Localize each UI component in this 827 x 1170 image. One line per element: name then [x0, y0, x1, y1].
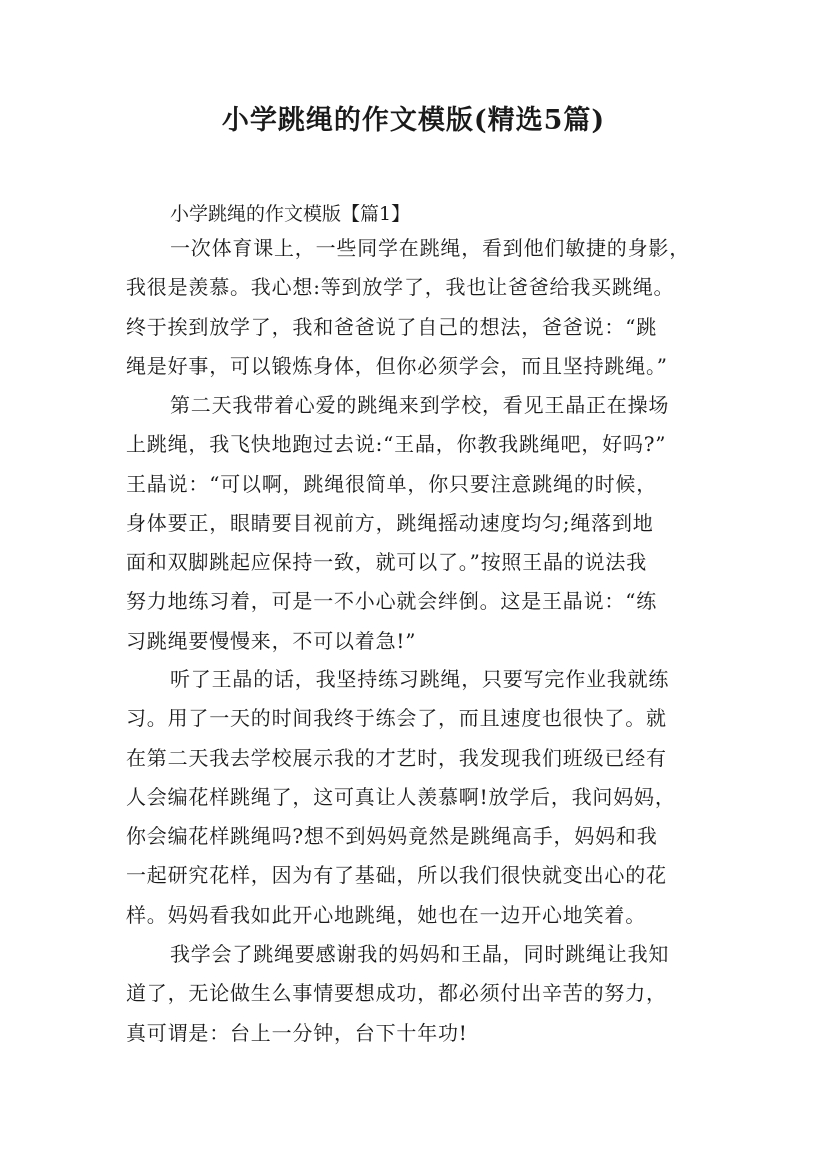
paragraph-line: 你会编花样跳绳吗?想不到妈妈竟然是跳绳高手，妈妈和我 [126, 824, 658, 849]
paragraph-line: 我很是羡慕。我心想:等到放学了，我也让爸爸给我买跳绳。 [126, 275, 675, 300]
paragraph-line: 努力地练习着，可是一不小心就会绊倒。这是王晶说：“练 [126, 589, 658, 614]
paragraph-line: 一起研究花样，因为有了基础，所以我们很快就变出心的花 [126, 863, 667, 888]
paragraph-line: 上跳绳，我飞快地跑过去说:“王晶，你教我跳绳吧，好吗?” [126, 432, 667, 457]
paragraph-line: 面和双脚跳起应保持一致，就可以了。”按照王晶的说法我 [126, 550, 648, 575]
paragraph-4 [126, 935, 708, 1053]
document-title: 小学跳绳的作文模版(精选5篇) [221, 105, 606, 136]
paragraph-line: 终于挨到放学了，我和爸爸说了自己的想法，爸爸说：“跳 [126, 314, 658, 339]
paragraph-3 [126, 660, 708, 935]
paragraph-1 [126, 229, 708, 386]
paragraph-line: 一次体育课上，一些同学在跳绳，看到他们敏捷的身影， [170, 236, 690, 260]
paragraph-line: 第二天我带着心爱的跳绳来到学校，看见王晶正在操场 [170, 393, 670, 417]
paragraph-line: 在第二天我去学校展示我的才艺时，我发现我们班级已经有 [126, 745, 667, 770]
paragraph-2 [126, 386, 708, 661]
paragraph-line: 道了，无论做生么事情要想成功，都必须付出辛苦的努力， [126, 981, 667, 1006]
paragraph-line: 绳是好事，可以锻炼身体，但你必须学会，而且坚持跳绳。” [126, 353, 668, 378]
paragraph-line: 我学会了跳绳要感谢我的妈妈和王晶，同时跳绳让我知 [170, 942, 670, 966]
paragraph-line: 样。妈妈看我如此开心地跳绳，她也在一边开心地笑着。 [126, 902, 646, 927]
section-heading: 小学跳绳的作文模版【篇1】 [170, 203, 411, 225]
paragraph-line: 身体要正，眼睛要目视前方，跳绳摇动速度均匀;绳落到地 [126, 510, 654, 535]
paragraph-line: 习。用了一天的时间我终于练会了，而且速度也很快了。就 [126, 706, 667, 731]
paragraph-line: 人会编花样跳绳了，这可真让人羡慕啊!放学后，我问妈妈， [126, 784, 676, 809]
paragraph-line: 习跳绳要慢慢来，不可以着急!” [126, 628, 417, 653]
paragraph-line: 真可谓是：台上一分钟，台下十年功! [126, 1020, 468, 1045]
paragraph-line: 听了王晶的话，我坚持练习跳绳，只要写完作业我就练 [170, 667, 670, 691]
paragraph-line: 王晶说：“可以啊，跳绳很简单，你只要注意跳绳的时候， [126, 471, 658, 496]
